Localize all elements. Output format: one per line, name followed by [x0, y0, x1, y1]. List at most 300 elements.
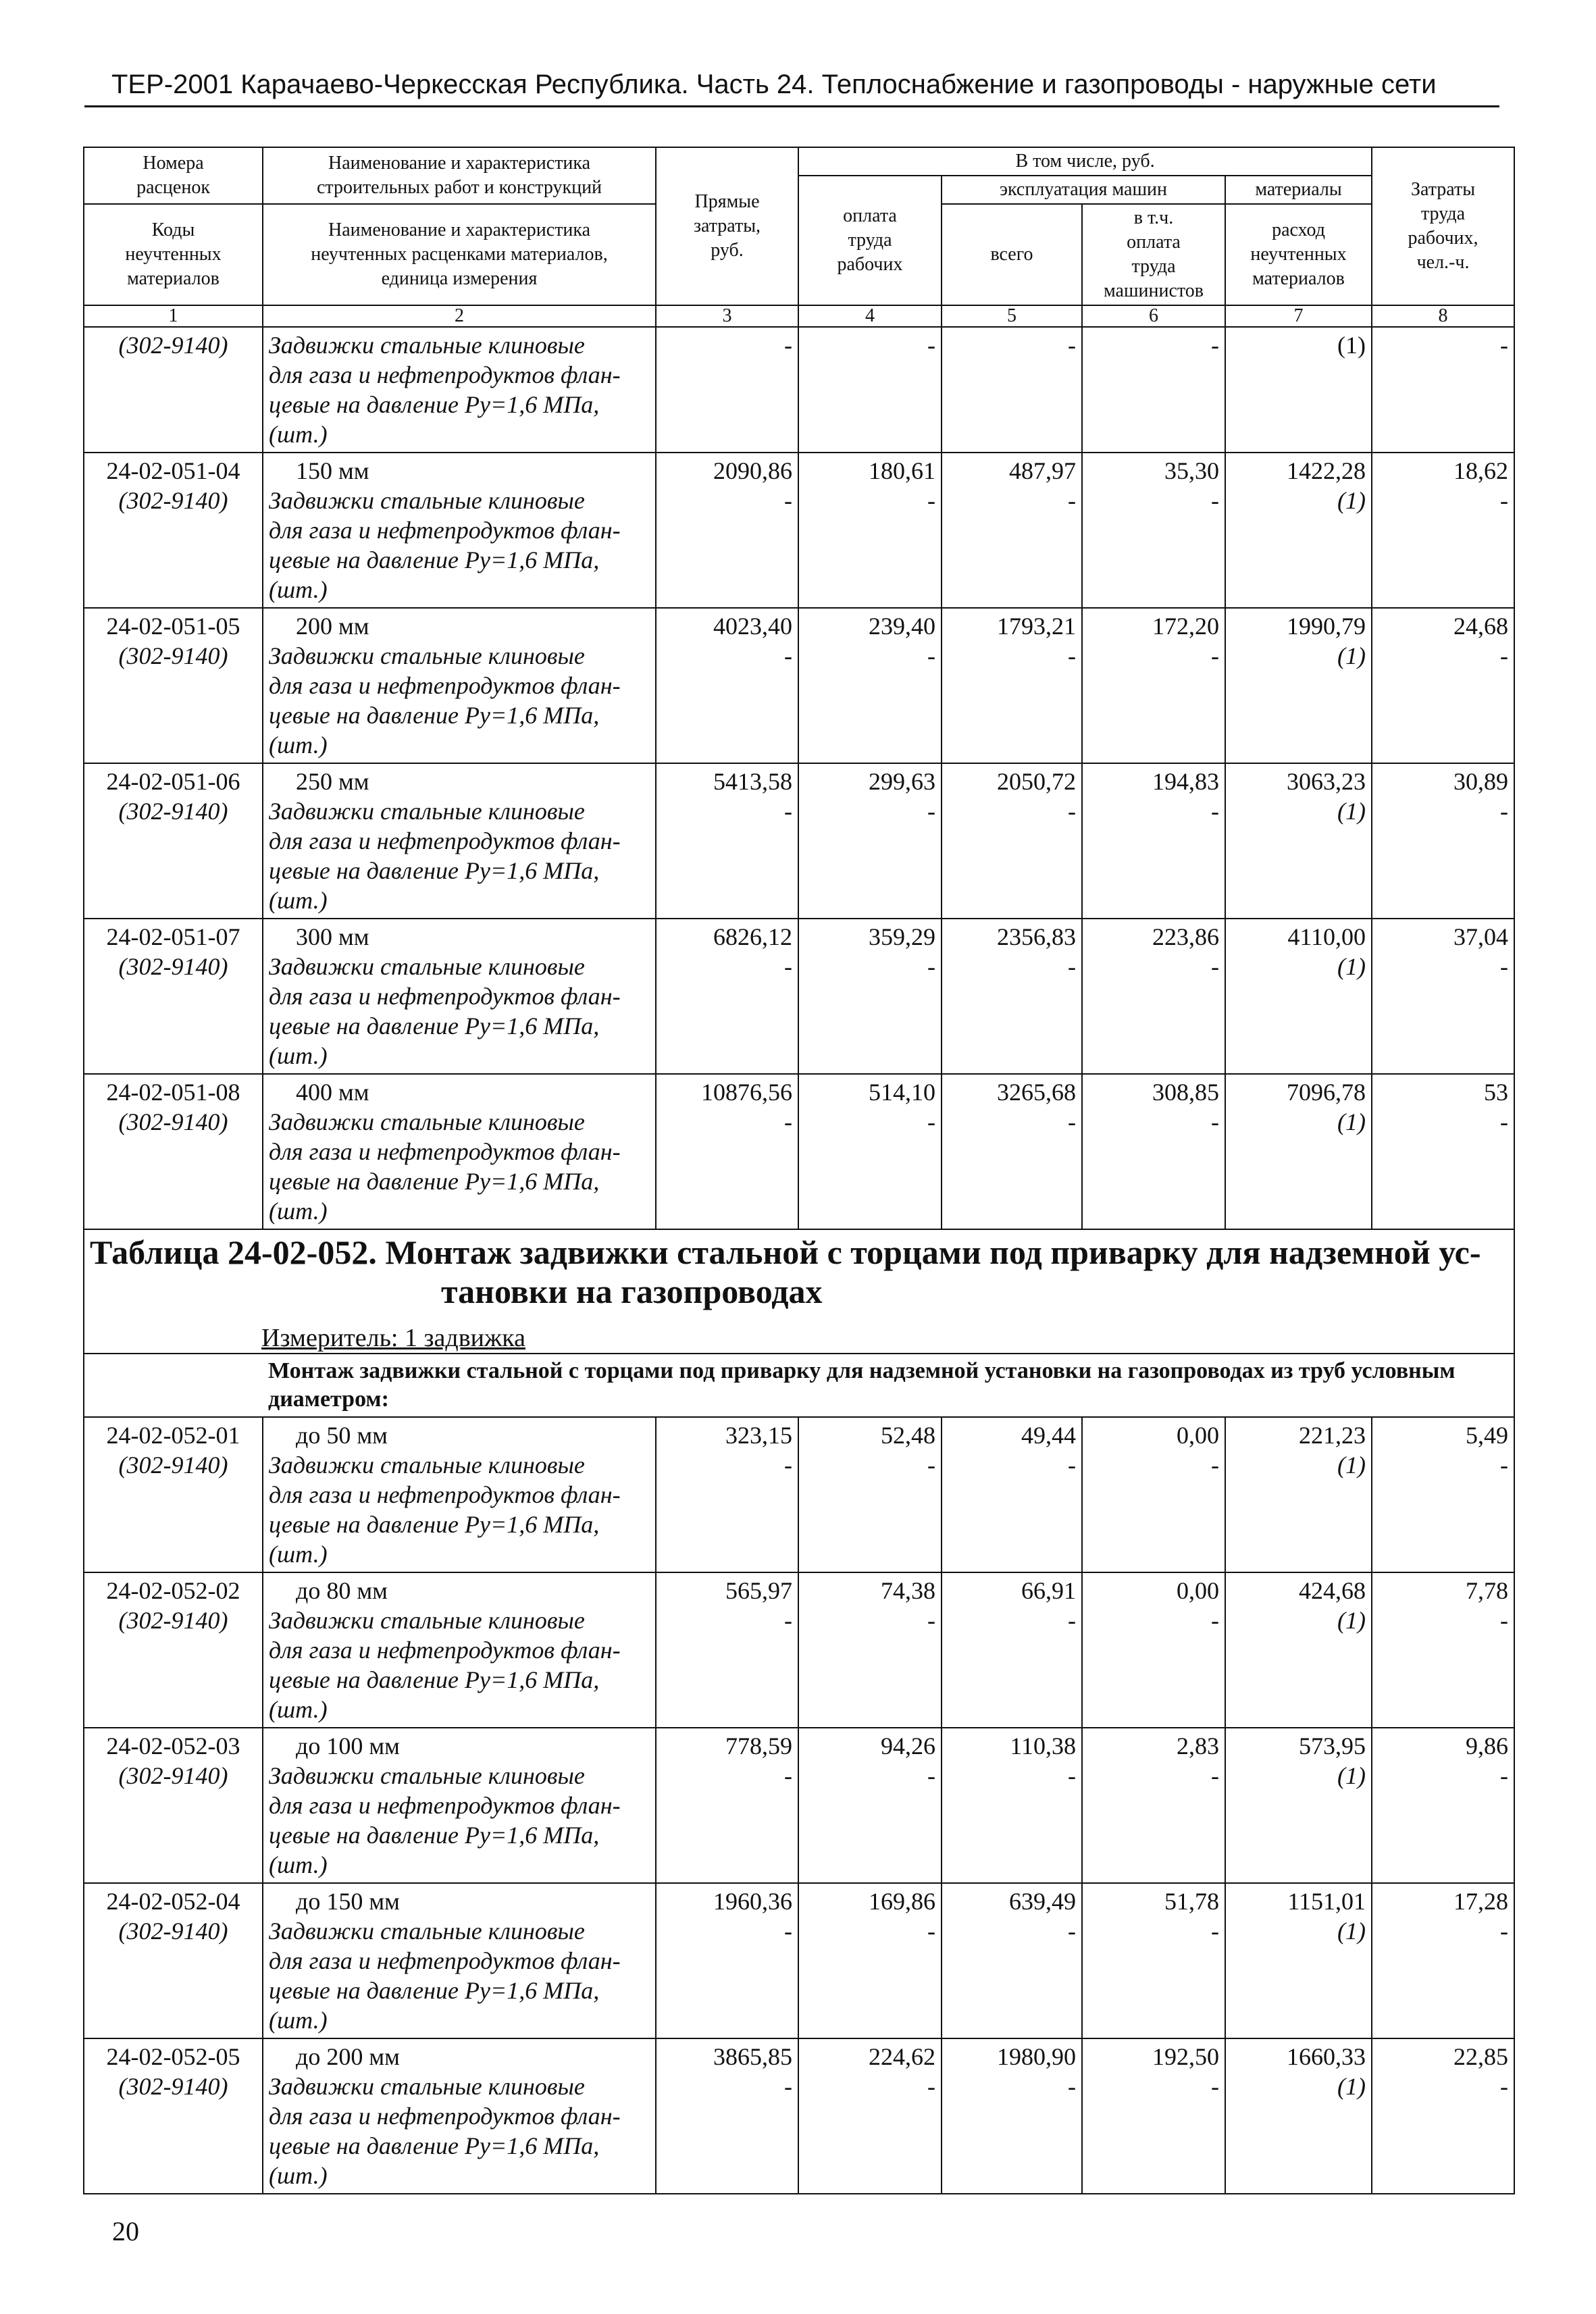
- labor-pay-material-value: -: [927, 1607, 935, 1634]
- labor-hours-cell: [1372, 763, 1514, 919]
- rate-code-cell: [84, 2038, 263, 2194]
- col4-line3: рабочих: [837, 254, 903, 275]
- col4-line1: оплата: [843, 205, 897, 226]
- machine-costs-cell: [942, 608, 1082, 763]
- table-row: [84, 1074, 1514, 1229]
- labor-hours-material-value: -: [1500, 1762, 1509, 1789]
- description-cell: [263, 608, 656, 763]
- col7-header: [1225, 204, 1372, 305]
- labor-pay-cell: [798, 1074, 942, 1229]
- work-spec: 250 мм: [296, 768, 369, 795]
- machinist-pay: 194,83: [1152, 768, 1219, 795]
- labor-hours-material-value: -: [1500, 1451, 1509, 1479]
- col2-top-line1: Наименование и характеристика: [328, 153, 591, 174]
- material-code: (302-9140): [118, 1918, 228, 1945]
- col6-line4: машинистов: [1104, 280, 1204, 301]
- machine-costs-material-value: -: [1068, 1918, 1076, 1945]
- col7-line2: неучтенных: [1250, 244, 1347, 265]
- material-code: (302-9140): [118, 2073, 228, 2100]
- continuation-code-cell: [84, 327, 263, 453]
- continuation-labor-pay: -: [798, 327, 942, 453]
- col2-bottom-line1: Наименование и характеристика: [328, 220, 591, 240]
- machinist-pay-material-value: -: [1211, 1918, 1219, 1945]
- work-spec: до 200 мм: [296, 2043, 400, 2070]
- machinist-pay-cell: [1082, 1883, 1225, 2038]
- rate-code-cell: [84, 1572, 263, 1728]
- direct-costs-material-value: -: [784, 642, 792, 669]
- column-number-1: 1: [84, 305, 263, 327]
- machinist-pay: 0,00: [1177, 1577, 1219, 1604]
- machine-costs-cell: [942, 1572, 1082, 1728]
- machinist-pay-cell: [1082, 763, 1225, 919]
- machinist-pay-material-value: -: [1211, 1451, 1219, 1479]
- labor-pay: 359,29: [869, 923, 935, 950]
- material-costs-cell: [1225, 1074, 1372, 1229]
- labor-hours-cell: [1372, 608, 1514, 763]
- machinist-pay-cell: [1082, 453, 1225, 608]
- continuation-machine-costs: -: [942, 327, 1082, 453]
- rate-code-cell: [84, 1417, 263, 1572]
- col8-line3: рабочих,: [1408, 228, 1478, 249]
- table-row: [84, 1572, 1514, 1728]
- continuation-row: [84, 327, 1514, 453]
- table-052-unit-row: [84, 1314, 1514, 1354]
- machine-costs: 487,97: [1009, 457, 1076, 484]
- direct-costs-material-value: -: [784, 1451, 792, 1479]
- direct-costs: 565,97: [725, 1577, 792, 1604]
- material-code: (302-9140): [118, 798, 228, 825]
- direct-costs-cell: [656, 763, 798, 919]
- machinist-pay-cell: [1082, 2038, 1225, 2194]
- rate-code-cell: [84, 1074, 263, 1229]
- table-row: [84, 763, 1514, 919]
- labor-pay: 74,38: [881, 1577, 935, 1604]
- continuation-direct-costs: -: [656, 327, 798, 453]
- material-costs-material-value: (1): [1337, 1607, 1366, 1634]
- direct-costs-material-value: -: [784, 2073, 792, 2100]
- material-costs: 3063,23: [1287, 768, 1366, 795]
- labor-pay-cell: [798, 1728, 942, 1883]
- labor-pay-cell: [798, 763, 942, 919]
- material-costs: 1151,01: [1287, 1888, 1366, 1915]
- machinist-pay: 2,83: [1177, 1732, 1219, 1759]
- rate-code: 24-02-051-07: [106, 923, 240, 950]
- labor-hours: 22,85: [1453, 2043, 1509, 2070]
- material-description: Задвижки стальные клиновые для газа и нефтепродуктов флан- цевые на давление Ру=1,6 МПа, (шт.): [269, 1451, 621, 1568]
- col1-bottom-line3: материалов: [127, 268, 220, 289]
- labor-hours-cell: [1372, 1074, 1514, 1229]
- machinist-pay-cell: [1082, 1728, 1225, 1883]
- machine-costs-cell: [942, 453, 1082, 608]
- rate-code: 24-02-052-04: [106, 1888, 240, 1915]
- machinist-pay-cell: [1082, 1572, 1225, 1728]
- material-description: Задвижки стальные клиновые для газа и нефтепродуктов флан- цевые на давление Ру=1,6 МПа, (шт.): [269, 798, 621, 914]
- material-costs: 221,23: [1299, 1422, 1366, 1449]
- labor-pay-material-value: -: [927, 1762, 935, 1789]
- work-spec: 200 мм: [296, 613, 369, 640]
- labor-hours-material-value: -: [1500, 953, 1509, 980]
- material-code: (302-9140): [118, 953, 228, 980]
- group-materials-header: материалы: [1225, 176, 1372, 204]
- col2-bottom-line3: единица измерения: [381, 268, 538, 289]
- col2-header-top: [263, 147, 656, 204]
- machine-costs: 66,91: [1021, 1577, 1076, 1604]
- labor-pay-material-value: -: [927, 642, 935, 669]
- machine-costs-material-value: -: [1068, 1108, 1076, 1135]
- page-number: 20: [112, 2216, 139, 2246]
- rate-code-cell: [84, 453, 263, 608]
- material-costs-material-value: (1): [1337, 1762, 1366, 1789]
- material-costs-material-value: (1): [1337, 1451, 1366, 1479]
- column-number-6: 6: [1082, 305, 1225, 327]
- labor-pay-material-value: -: [927, 1108, 935, 1135]
- machinist-pay-cell: [1082, 1074, 1225, 1229]
- col1-bottom-line2: неучтенных: [125, 244, 222, 265]
- material-costs: 1660,33: [1287, 2043, 1366, 2070]
- running-header: ТЕР-2001 Карачаево-Черкесская Республика. Часть 24. Теплоснабжение и газопроводы - наружные сети: [111, 70, 1437, 99]
- table-row: [84, 1728, 1514, 1883]
- table-052-group-row: [84, 1354, 1514, 1417]
- work-spec: до 50 мм: [296, 1422, 388, 1449]
- direct-costs: 3865,85: [713, 2043, 792, 2070]
- machine-costs-material-value: -: [1068, 487, 1076, 514]
- table-052-title-line1: Таблица 24-02-052. Монтаж задвижки стальной с торцами под приварку для надземной ус-: [90, 1233, 1481, 1271]
- material-costs: 573,95: [1299, 1732, 1366, 1759]
- col1-top-line2: расценок: [136, 177, 210, 198]
- labor-hours-cell: [1372, 2038, 1514, 2194]
- column-number-3: 3: [656, 305, 798, 327]
- material-description: Задвижки стальные клиновые для газа и нефтепродуктов флан- цевые на давление Ру=1,6 МПа, (шт.): [269, 1918, 621, 2034]
- direct-costs-material-value: -: [784, 1918, 792, 1945]
- column-number-8: 8: [1372, 305, 1514, 327]
- col1-bottom-line1: Коды: [151, 220, 195, 240]
- machine-costs: 3265,68: [997, 1079, 1076, 1106]
- table-row: [84, 1883, 1514, 2038]
- labor-pay-cell: [798, 608, 942, 763]
- work-spec: до 100 мм: [296, 1732, 400, 1759]
- description-cell: [263, 1572, 656, 1728]
- labor-hours: 7,78: [1466, 1577, 1509, 1604]
- continuation-machinist-pay: -: [1082, 327, 1225, 453]
- labor-hours-material-value: -: [1500, 798, 1509, 825]
- labor-hours-cell: [1372, 1417, 1514, 1572]
- labor-hours: 17,28: [1453, 1888, 1509, 1915]
- rate-code-cell: [84, 608, 263, 763]
- rate-code-cell: [84, 1728, 263, 1883]
- table-052-unit: [84, 1314, 1514, 1354]
- group-heading: Монтаж задвижки стальной с торцами под приварку для надземной установки на газопроводах из труб условным диаметром:: [263, 1354, 1514, 1417]
- material-code: (302-9140): [118, 1607, 228, 1634]
- labor-hours-cell: [1372, 1883, 1514, 2038]
- material-costs-material-value: (1): [1337, 953, 1366, 980]
- labor-hours-material-value: -: [1500, 487, 1509, 514]
- table-052-title-row: [84, 1229, 1514, 1314]
- col8-header: [1372, 147, 1514, 305]
- direct-costs-material-value: -: [784, 1108, 792, 1135]
- labor-pay-cell: [798, 2038, 942, 2194]
- material-costs-material-value: (1): [1337, 1108, 1366, 1135]
- machinist-pay-cell: [1082, 1417, 1225, 1572]
- material-code: (302-9140): [118, 642, 228, 669]
- rate-code: 24-02-052-05: [106, 2043, 240, 2070]
- table-row: [84, 608, 1514, 763]
- description-cell: [263, 919, 656, 1074]
- col4-header: [798, 176, 942, 305]
- continuation-description-cell: [263, 327, 656, 453]
- description-cell: [263, 1883, 656, 2038]
- material-description: Задвижки стальные клиновые для газа и нефтепродуктов флан- цевые на давление Ру=1,6 МПа, (шт.): [269, 487, 621, 603]
- material-code: (302-9140): [118, 332, 228, 359]
- col3-line3: руб.: [711, 240, 744, 261]
- rows-052: [84, 1417, 1514, 2194]
- direct-costs-cell: [656, 1417, 798, 1572]
- labor-pay-material-value: -: [927, 1451, 935, 1479]
- description-cell: [263, 763, 656, 919]
- direct-costs-material-value: -: [784, 953, 792, 980]
- table-row: [84, 1417, 1514, 1572]
- group-machines-header: эксплуатация машин: [942, 176, 1225, 204]
- material-costs: 4110,00: [1287, 923, 1366, 950]
- machinist-pay: 51,78: [1164, 1888, 1219, 1915]
- column-number-5: 5: [942, 305, 1082, 327]
- direct-costs-cell: [656, 1572, 798, 1728]
- rate-code: 24-02-051-08: [106, 1079, 240, 1106]
- col7-line3: материалов: [1252, 268, 1345, 289]
- material-costs-cell: [1225, 1883, 1372, 2038]
- col8-line1: Затраты: [1410, 179, 1476, 200]
- continuation-material-qty: (1): [1225, 327, 1372, 453]
- table-052-unit-text: Измеритель: 1 задвижка: [261, 1324, 525, 1352]
- direct-costs-cell: [656, 919, 798, 1074]
- labor-pay-material-value: -: [927, 2073, 935, 2100]
- rows-051: [84, 453, 1514, 1229]
- col1-header-top: [84, 147, 263, 204]
- labor-pay-material-value: -: [927, 953, 935, 980]
- labor-pay: 52,48: [881, 1422, 935, 1449]
- machine-costs-material-value: -: [1068, 798, 1076, 825]
- col1-top-line1: Номера: [143, 153, 204, 174]
- labor-pay-material-value: -: [927, 1918, 935, 1945]
- material-costs-cell: [1225, 453, 1372, 608]
- labor-pay: 239,40: [869, 613, 935, 640]
- direct-costs: 1960,36: [713, 1888, 792, 1915]
- machinist-pay-material-value: -: [1211, 2073, 1219, 2100]
- labor-pay-cell: [798, 1572, 942, 1728]
- direct-costs: 4023,40: [713, 613, 792, 640]
- col8-line2: труда: [1420, 203, 1466, 224]
- labor-pay-material-value: -: [927, 487, 935, 514]
- material-costs-material-value: (1): [1337, 2073, 1366, 2100]
- description-cell: [263, 1728, 656, 1883]
- direct-costs-material-value: -: [784, 1607, 792, 1634]
- machinist-pay: 192,50: [1152, 2043, 1219, 2070]
- material-costs-material-value: (1): [1337, 642, 1366, 669]
- material-costs-cell: [1225, 1572, 1372, 1728]
- labor-pay-cell: [798, 453, 942, 608]
- column-number-7: 7: [1225, 305, 1372, 327]
- labor-pay: 169,86: [869, 1888, 935, 1915]
- labor-pay-cell: [798, 1417, 942, 1572]
- description-cell: [263, 1074, 656, 1229]
- material-description: Задвижки стальные клиновые для газа и нефтепродуктов флан- цевые на давление Ру=1,6 МПа, (шт.): [269, 332, 621, 448]
- work-spec: 300 мм: [296, 923, 369, 950]
- machine-costs: 639,49: [1009, 1888, 1076, 1915]
- col6-line3: труда: [1131, 256, 1176, 277]
- machine-costs: 2050,72: [997, 768, 1076, 795]
- machinist-pay-material-value: -: [1211, 798, 1219, 825]
- col6-header: [1082, 204, 1225, 305]
- machine-costs-material-value: -: [1068, 642, 1076, 669]
- material-costs: 1990,79: [1287, 613, 1366, 640]
- rate-code: 24-02-052-03: [106, 1732, 240, 1759]
- labor-pay: 180,61: [869, 457, 935, 484]
- direct-costs-cell: [656, 1074, 798, 1229]
- machine-costs-cell: [942, 1883, 1082, 2038]
- material-costs-material-value: (1): [1337, 1918, 1366, 1945]
- material-code: (302-9140): [118, 1451, 228, 1479]
- direct-costs: 5413,58: [713, 768, 792, 795]
- machinist-pay: 0,00: [1177, 1422, 1219, 1449]
- rate-code-cell: [84, 1883, 263, 2038]
- labor-pay: 94,26: [881, 1732, 935, 1759]
- material-costs-cell: [1225, 2038, 1372, 2194]
- material-costs-material-value: (1): [1337, 798, 1366, 825]
- labor-hours: 30,89: [1453, 768, 1509, 795]
- labor-pay: 224,62: [869, 2043, 935, 2070]
- machine-costs-cell: [942, 763, 1082, 919]
- table-row: [84, 453, 1514, 608]
- machine-costs-material-value: -: [1068, 2073, 1076, 2100]
- material-description: Задвижки стальные клиновые для газа и нефтепродуктов флан- цевые на давление Ру=1,6 МПа, (шт.): [269, 953, 621, 1069]
- machinist-pay: 172,20: [1152, 613, 1219, 640]
- description-cell: [263, 1417, 656, 1572]
- col6-line1: в т.ч.: [1133, 207, 1174, 228]
- machine-costs-cell: [942, 919, 1082, 1074]
- direct-costs-material-value: -: [784, 487, 792, 514]
- material-costs: 1422,28: [1287, 457, 1366, 484]
- machinist-pay-material-value: -: [1211, 487, 1219, 514]
- labor-hours: 24,68: [1453, 613, 1509, 640]
- rate-code: 24-02-052-02: [106, 1577, 240, 1604]
- col4-line2: труда: [848, 230, 892, 251]
- machine-costs-material-value: -: [1068, 1607, 1076, 1634]
- material-costs: 7096,78: [1287, 1079, 1366, 1106]
- col2-header-bottom: [263, 204, 656, 305]
- direct-costs-cell: [656, 1728, 798, 1883]
- rate-code: 24-02-051-06: [106, 768, 240, 795]
- material-costs-cell: [1225, 1417, 1372, 1572]
- machine-costs: 2356,83: [997, 923, 1076, 950]
- header-row-1: [84, 147, 1514, 176]
- material-description: Задвижки стальные клиновые для газа и нефтепродуктов флан- цевые на давление Ру=1,6 МПа, (шт.): [269, 2073, 621, 2189]
- machine-costs-material-value: -: [1068, 953, 1076, 980]
- machine-costs-cell: [942, 2038, 1082, 2194]
- machinist-pay-material-value: -: [1211, 642, 1219, 669]
- machine-costs-material-value: -: [1068, 1762, 1076, 1789]
- labor-pay: 299,63: [869, 768, 935, 795]
- material-costs-cell: [1225, 763, 1372, 919]
- table-052-title-line2: тановки на газопроводах: [441, 1272, 823, 1310]
- material-costs: 424,68: [1299, 1577, 1366, 1604]
- col5-header: всего: [942, 204, 1082, 305]
- direct-costs-cell: [656, 608, 798, 763]
- direct-costs: 10876,56: [701, 1079, 792, 1106]
- col3-line1: Прямые: [694, 191, 760, 212]
- material-description: Задвижки стальные клиновые для газа и нефтепродуктов флан- цевые на давление Ру=1,6 МПа, (шт.): [269, 642, 621, 759]
- col7-line1: расход: [1272, 220, 1325, 240]
- material-costs-cell: [1225, 1728, 1372, 1883]
- labor-hours: 53: [1484, 1079, 1509, 1106]
- work-spec: до 150 мм: [296, 1888, 400, 1915]
- labor-pay-cell: [798, 1883, 942, 2038]
- machine-costs: 1980,90: [997, 2043, 1076, 2070]
- direct-costs-cell: [656, 453, 798, 608]
- machine-costs-cell: [942, 1074, 1082, 1229]
- labor-hours: 5,49: [1466, 1422, 1509, 1449]
- column-number-4: 4: [798, 305, 942, 327]
- material-costs-material-value: (1): [1337, 487, 1366, 514]
- material-code: (302-9140): [118, 1108, 228, 1135]
- machine-costs: 49,44: [1021, 1422, 1076, 1449]
- direct-costs: 778,59: [725, 1732, 792, 1759]
- material-costs-cell: [1225, 919, 1372, 1074]
- work-spec: 150 мм: [296, 457, 369, 484]
- material-description: Задвижки стальные клиновые для газа и нефтепродуктов флан- цевые на давление Ру=1,6 МПа, (шт.): [269, 1607, 621, 1723]
- col2-bottom-line2: неучтенных расценками материалов,: [311, 244, 608, 265]
- direct-costs-cell: [656, 2038, 798, 2194]
- col2-top-line2: строительных работ и конструкций: [316, 177, 602, 198]
- labor-pay-material-value: -: [927, 798, 935, 825]
- labor-hours-cell: [1372, 919, 1514, 1074]
- labor-hours: 9,86: [1466, 1732, 1509, 1759]
- machinist-pay: 223,86: [1152, 923, 1219, 950]
- col3-header: [656, 147, 798, 305]
- col3-line2: затраты,: [693, 215, 761, 236]
- column-number-row: [84, 305, 1514, 327]
- direct-costs: 6826,12: [713, 923, 792, 950]
- column-number-2: 2: [263, 305, 656, 327]
- group-heading-spacer: [84, 1354, 263, 1417]
- description-cell: [263, 2038, 656, 2194]
- material-costs-cell: [1225, 608, 1372, 763]
- machine-costs: 110,38: [1010, 1732, 1076, 1759]
- machinist-pay: 308,85: [1152, 1079, 1219, 1106]
- rates-table: [83, 147, 1515, 2194]
- labor-pay: 514,10: [869, 1079, 935, 1106]
- labor-hours-cell: [1372, 453, 1514, 608]
- machinist-pay-material-value: -: [1211, 953, 1219, 980]
- table-052-title: [84, 1229, 1514, 1314]
- description-cell: [263, 453, 656, 608]
- header-rule: [84, 105, 1499, 107]
- machine-costs-material-value: -: [1068, 1451, 1076, 1479]
- continuation-labor-hours: -: [1372, 327, 1514, 453]
- table-row: [84, 2038, 1514, 2194]
- labor-hours-material-value: -: [1500, 2073, 1509, 2100]
- machinist-pay: 35,30: [1164, 457, 1219, 484]
- labor-hours-material-value: -: [1500, 642, 1509, 669]
- labor-hours-cell: [1372, 1728, 1514, 1883]
- material-description: Задвижки стальные клиновые для газа и нефтепродуктов флан- цевые на давление Ру=1,6 МПа, (шт.): [269, 1762, 621, 1878]
- labor-pay-cell: [798, 919, 942, 1074]
- machinist-pay-material-value: -: [1211, 1607, 1219, 1634]
- direct-costs: 2090,86: [713, 457, 792, 484]
- material-description: Задвижки стальные клиновые для газа и нефтепродуктов флан- цевые на давление Ру=1,6 МПа, (шт.): [269, 1108, 621, 1225]
- work-spec: до 80 мм: [296, 1577, 388, 1604]
- col8-line4: чел.-ч.: [1416, 252, 1470, 273]
- direct-costs-material-value: -: [784, 798, 792, 825]
- work-spec: 400 мм: [296, 1079, 369, 1106]
